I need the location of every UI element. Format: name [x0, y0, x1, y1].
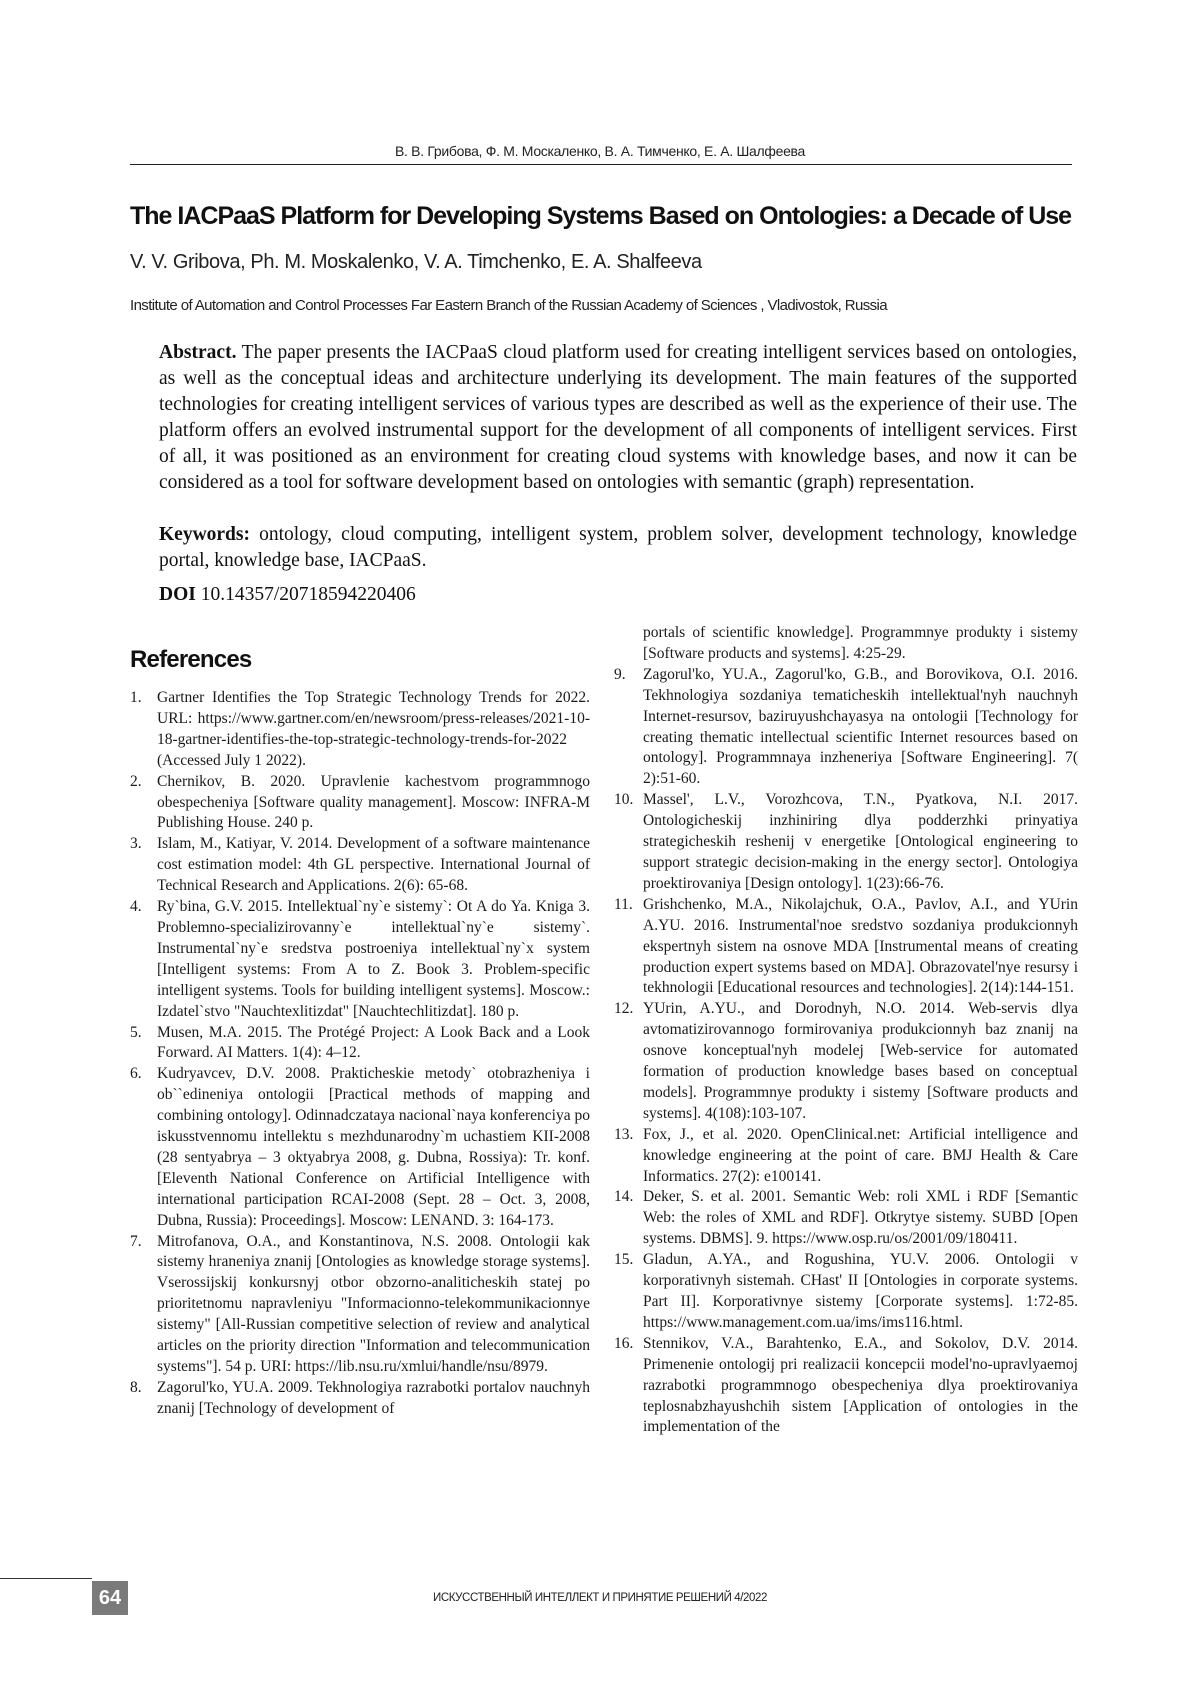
reference-item: [614, 1334, 1078, 1439]
reference-item: [130, 1023, 590, 1065]
doi-label: DOI: [159, 584, 196, 605]
reference-item: [614, 665, 1078, 790]
author-affiliation: Institute of Automation and Control Processes Far Eastern Branch of the Russian Academy of Sciences , Vladivostok, Russia: [130, 297, 887, 314]
abstract: [159, 340, 1077, 496]
reference-text: Deker, S. et al. 2001. Semantic Web: roli XML i RDF [Semantic Web: the roles of XML and RDF]. Otkrytye sistemy. SUBD [Open systems. DBMS]. 9. https://www.osp.ru/os/2001/09/180411.: [643, 1188, 1078, 1248]
reference-number: 8.: [130, 1378, 142, 1396]
reference-number: 6.: [130, 1065, 142, 1083]
reference-item: [130, 1232, 590, 1378]
reference-item: [130, 1064, 590, 1231]
reference-item: [614, 1125, 1078, 1188]
reference-number: 2.: [130, 772, 142, 790]
running-header-authors: В. В. Грибова, Ф. М. Москаленко, В. А. Тимченко, Е. А. Шалфеева: [394, 143, 806, 159]
references-heading: References: [130, 646, 252, 673]
reference-number: 3.: [130, 835, 142, 853]
reference-text: Mitrofanova, O.A., and Konstantinova, N.S. 2008. Ontologii kak sistemy hraneniya znanij [Ontologies as knowledge storage systems]. Vserossijskij konkursnyj otbor obzorno-analiticheskih statej po prioritetnomu napravleniyu "Informacionno-telekommunikacionnye sistemy" [All-Russian competitive selection of review and analytical articles on the priority direction "Information and telecommunication systems"]. 54 p. URI: https://lib.nsu.ru/xmlui/handle/nsu/8979.: [157, 1232, 590, 1375]
doi-value: 10.14357/20718594220406: [200, 584, 416, 605]
references-list-right: [614, 623, 1078, 1438]
reference-text: Musen, M.A. 2015. The Protégé Project: A Look Back and a Look Forward. AI Matters. 1(4): 4–12.: [157, 1023, 590, 1062]
reference-item: [130, 772, 590, 835]
reference-item: [130, 1378, 590, 1420]
abstract-label: Abstract.: [159, 342, 237, 363]
article-title: The IACPaaS Platform for Developing Systems Based on Ontologies: a Decade of Use: [130, 202, 1072, 230]
reference-item: [614, 790, 1078, 895]
footer-rule: [0, 1578, 92, 1579]
reference-text: Islam, M., Katiyar, V. 2014. Development of a software maintenance cost estimation model: 4th GL perspective. International Journal of Technical Research and Applications. 2(6): 65-68.: [157, 835, 590, 895]
reference-text: Gartner Identifies the Top Strategic Technology Trends for 2022. URL: https://www.gartner.com/en/newsroom/press-releases/2021-10-18-gartner-identifies-the-top-strategic-technology-trends-for-2022 (Accessed July 1 2022).: [157, 689, 590, 769]
reference-item: [130, 897, 590, 1022]
keywords-label: Keywords:: [159, 524, 250, 545]
reference-item: [614, 895, 1078, 1000]
reference-item: [130, 688, 590, 772]
reference-text: YUrin, A.YU., and Dorodnyh, N.O. 2014. Web-servis dlya avtomatizirovannogo formirovaniya produkcionnyh baz znanij na osnove konceptual'nyh modelej [Web-service for automated formation of production knowledge bases based on conceptual models]. Programmnye produkty i sistemy [Software products and systems]. 4(108):103-107.: [643, 1000, 1078, 1122]
reference-text: Massel', L.V., Vorozhcova, T.N., Pyatkova, N.I. 2017. Ontologicheskij inzhiniring dlya podderzhki prinyatiya strategicheskih reshenij v energetike [Ontological engineering to support strategic decision-making in the energy sector]. Ontologiya proektirovaniya [Design ontology]. 1(23):66-76.: [643, 791, 1078, 892]
page-number: 64: [92, 1581, 128, 1615]
reference-number: 1.: [130, 689, 142, 706]
abstract-text: The paper presents the IACPaaS cloud platform used for creating intelligent services based on ontologies, as well as the conceptual ideas and architecture underlying its development. The main features of the supported technologies for creating intelligent services of various types are described as well as the experience of their use. The platform offers an evolved instrumental support for the development of all components of intelligent services. First of all, it was positioned as an environment for creating cloud systems with knowledge bases, and now it can be considered as a tool for software development based on ontologies with semantic (graph) representation.: [159, 342, 1077, 493]
reference-text: Fox, J., et al. 2020. OpenClinical.net: Artificial intelligence and knowledge engineering at the point of care. BMJ Health & Care Informatics. 27(2): e100141.: [643, 1125, 1078, 1185]
reference-text: Zagorul'ko, YU.A., Zagorul'ko, G.B., and Borovikova, O.I. 2016. Tekhnologiya sozdaniya tematicheskih intellektual'nyh nauchnyh Internet-resursov, baziruyushchayasya na ontologii [Technology for creating thematic intellectual scientific Internet resources based on ontology]. Programmnaya inzheneriya [Software Engineering]. 7( 2):51-60.: [643, 665, 1078, 788]
reference-number: 10.: [614, 791, 634, 809]
reference-text: Stennikov, V.A., Barahtenko, E.A., and Sokolov, D.V. 2014. Primenenie ontologij pri realizacii koncepcii model'no-upravlyaemoj razrabotki programmnogo obespecheniya dlya proektirovaniya teplosnabzhayushchih sistem [Application of ontologies in the implementation of the: [643, 1334, 1078, 1436]
keywords-text: ontology, cloud computing, intelligent system, problem solver, development technology, knowledge portal, knowledge base, IACPaaS.: [159, 524, 1077, 571]
reference-number: 4.: [130, 898, 142, 916]
reference-text: Zagorul'ko, YU.A. 2009. Tekhnologiya razrabotki portalov nauchnyh znanij [Technology of development of: [157, 1378, 590, 1417]
reference-number: 9.: [614, 665, 626, 683]
reference-number: 13.: [614, 1125, 634, 1143]
reference-item: [614, 1187, 1078, 1250]
reference-text: Gladun, A.YA., and Rogushina, YU.V. 2006. Ontologii v korporativnyh sistemah. CHast' II [Ontologies in corporate systems. Part II]. Korporativnye sistemy [Corporate systems]. 1:72-85. https://www.management.com.ua/ims/ims116.html.: [643, 1251, 1078, 1331]
reference-number: 7.: [130, 1232, 142, 1250]
reference-item: [614, 1250, 1078, 1334]
reference-number: 15.: [614, 1251, 634, 1269]
reference-number: 5.: [130, 1023, 142, 1041]
doi: [159, 582, 416, 608]
reference-number: 12.: [614, 1000, 634, 1018]
reference-number: 11.: [614, 895, 633, 913]
header-divider: [130, 164, 1072, 165]
reference-item: [614, 999, 1078, 1124]
reference-text: Kudryavcev, D.V. 2008. Prakticheskie metody` otobrazheniya i ob``edineniya ontologii [Practical methods of mapping and combining ontology]. Odinnadczataya nacional`naya konferenciya po iskusstvennomu intellektu s mezhdunarodny`m uchastiem KII-2008 (28 sentyabrya – 3 oktyabrya 2008, g. Dubna, Rossiya): Tr. konf. [Eleventh National Conference on Artificial Intelligence with international participation RCAI-2008 (Sept. 28 – Oct. 3, 2008, Dubna, Russia): Proceedings]. Moscow: LENAND. 3: 164-173.: [157, 1065, 590, 1229]
reference-number: 14.: [614, 1188, 634, 1206]
journal-name: ИСКУССТВЕННЫЙ ИНТЕЛЛЕКТ И ПРИНЯТИЕ РЕШЕНИЙ 4/2022: [432, 1592, 768, 1604]
reference-text: Chernikov, B. 2020. Upravlenie kachestvom programmnogo obespecheniya [Software quality management]. Moscow: INFRA-M Publishing House. 240 p.: [157, 772, 590, 832]
reference-number: 16.: [614, 1334, 634, 1352]
article-authors: V. V. Gribova, Ph. M. Moskalenko, V. A. Timchenko, E. A. Shalfeeva: [130, 251, 702, 273]
reference-text: Ry`bina, G.V. 2015. Intellektual`ny`e sistemy`: Ot A do Ya. Kniga 3. Problemno-specializirovanny`e intellektual`ny`e sistemy`. Instrumental`ny`e sredstva postroeniya intellektual`ny`x system [Intelligent systems: From A to Z. Book 3. Problem-specific intelligent systems. Tools for building intelligent systems]. Moscow.: Izdatel`stvo "Nauchtexlitizdat" [Nauchtechlitizdat]. 180 p.: [157, 898, 590, 1020]
references-list-left: [130, 688, 590, 1420]
reference-continuation: portals of scientific knowledge]. Programmnye produkty i sistemy [Software products and systems]. 4:25-29.: [643, 624, 1078, 662]
reference-item: [130, 834, 590, 897]
reference-text: Grishchenko, M.A., Nikolajchuk, O.A., Pavlov, A.I., and YUrin A.YU. 2016. Instrumental'noe sredstvo sozdaniya produkcionnyh ekspertnyh sistem na osnove MDA [Instrumental means of creating production expert systems based on MDA]. Obrazovatel'nye resursy i tekhnologii [Educational resources and technologies]. 2(14):144-151.: [643, 895, 1078, 997]
keywords: [159, 522, 1077, 574]
